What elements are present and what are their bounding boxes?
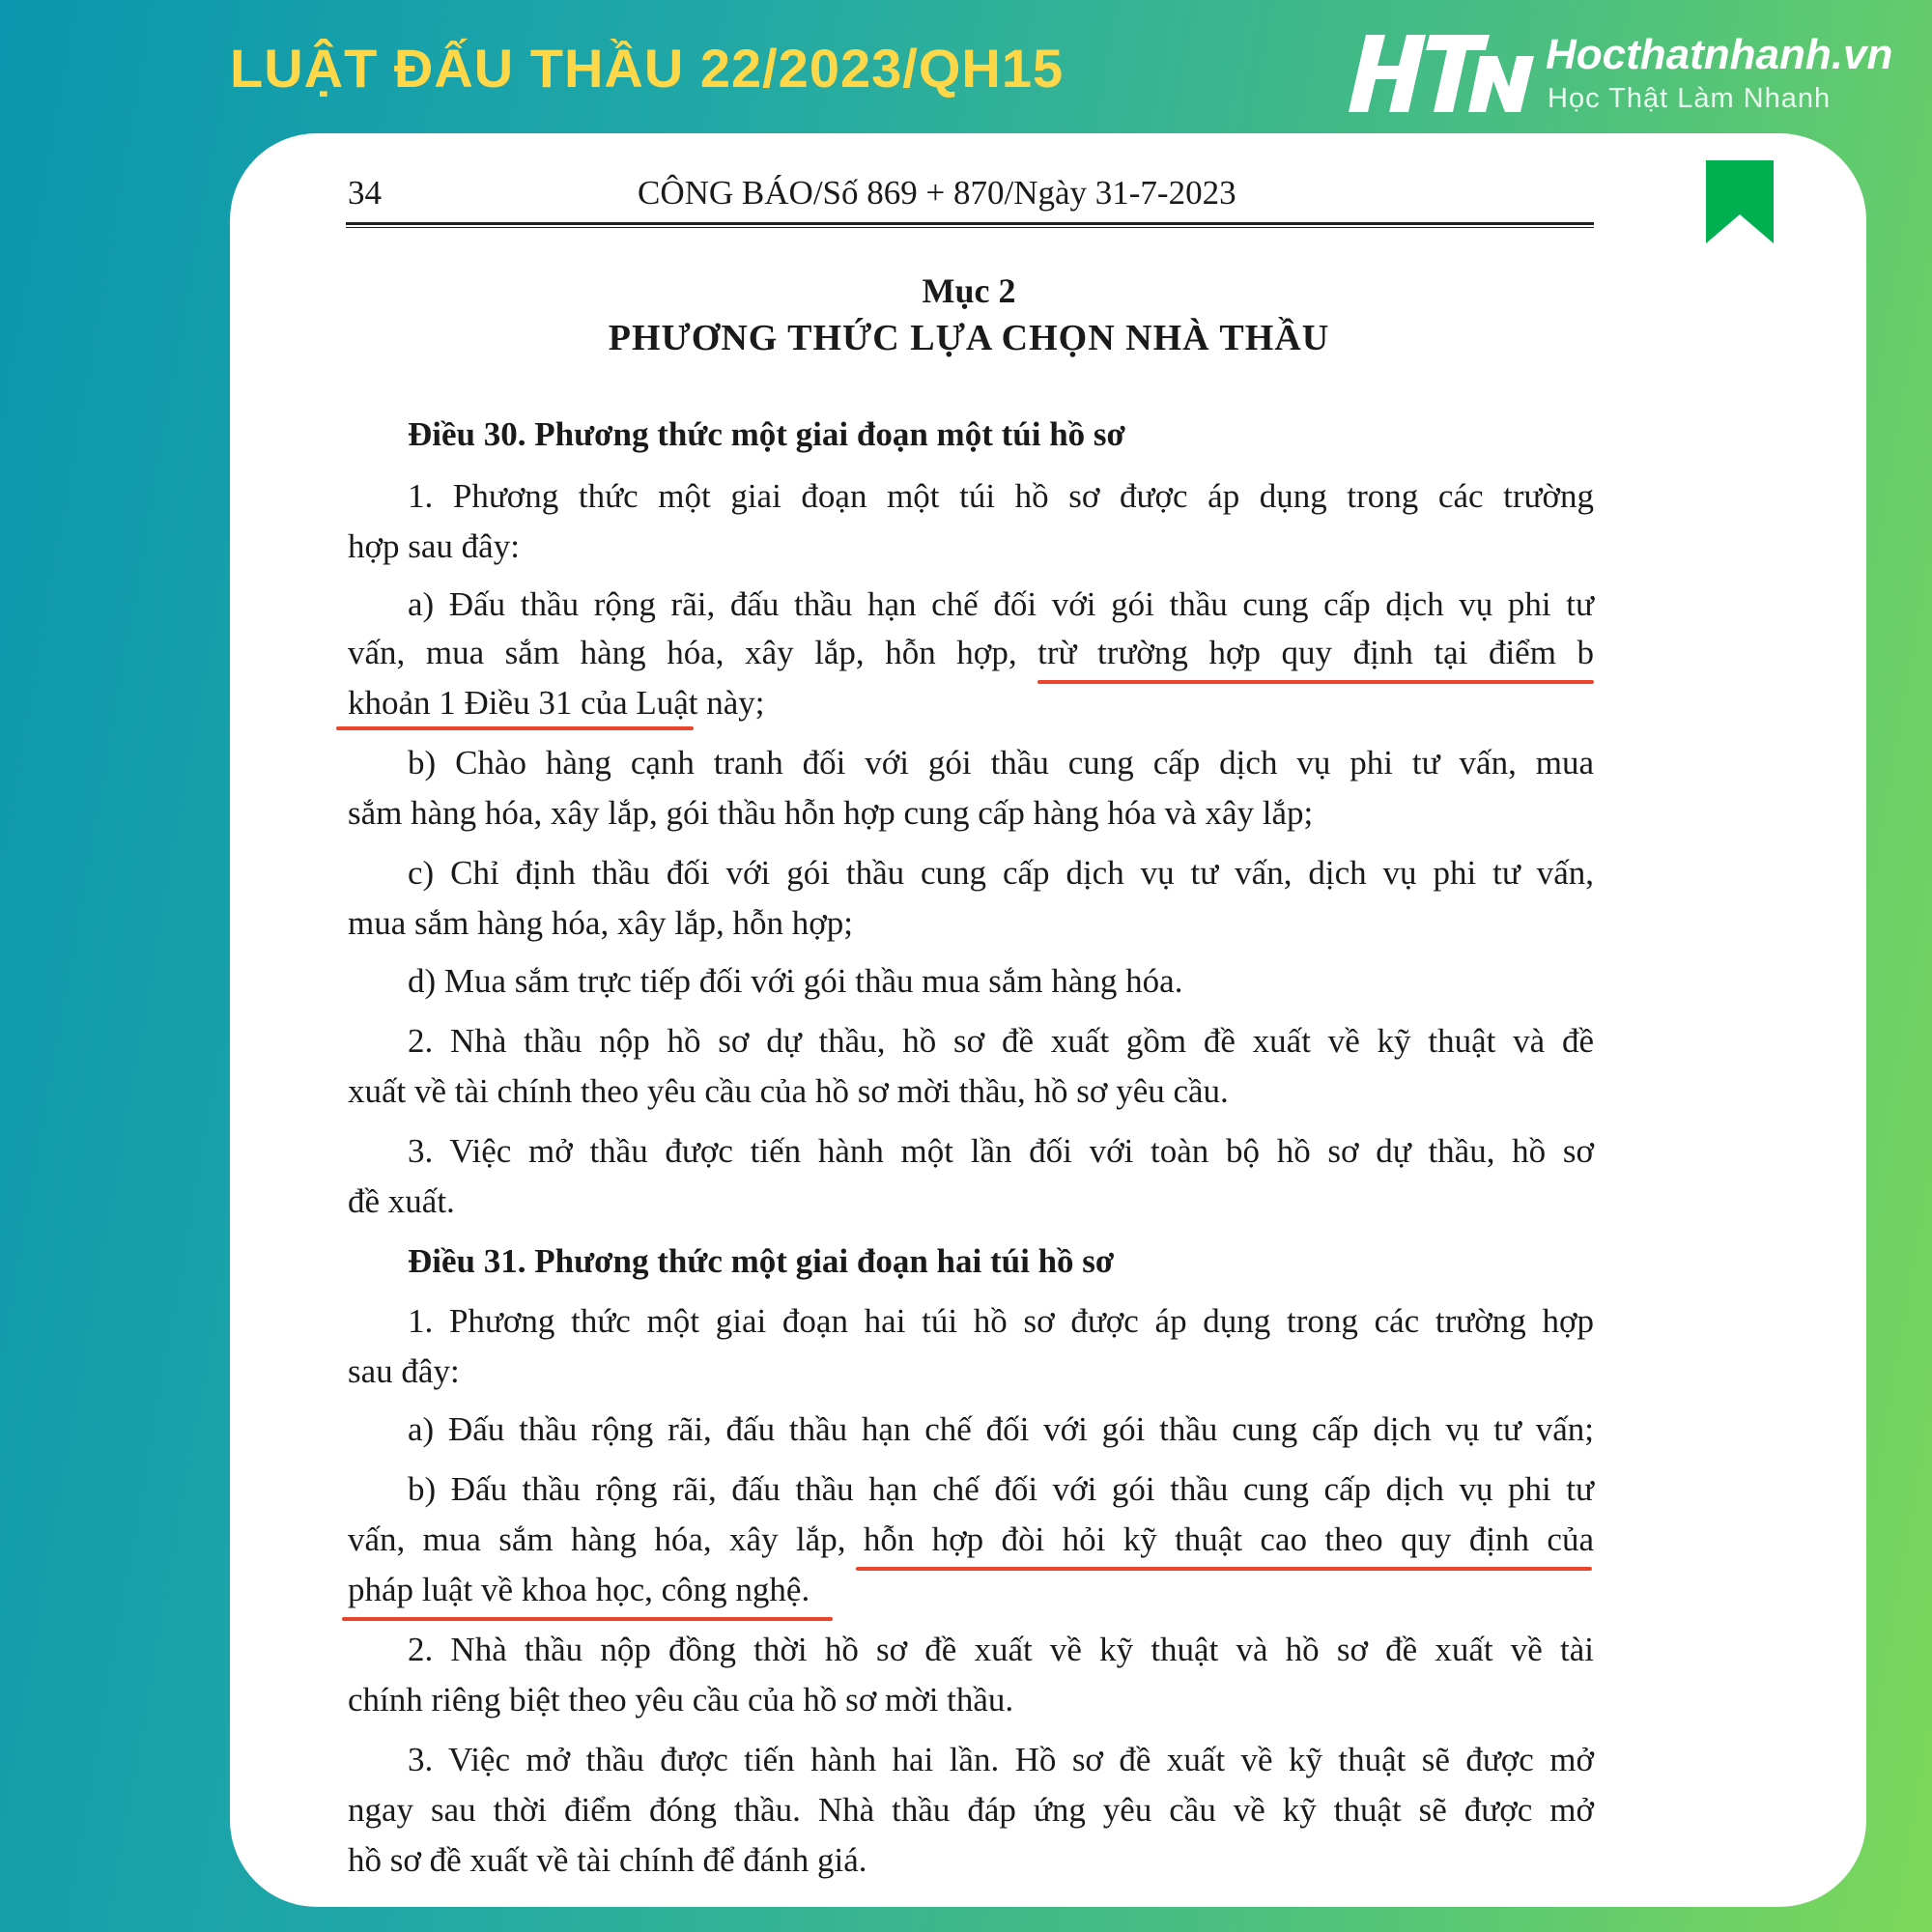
- highlight-underline: [336, 726, 694, 730]
- paragraph-line: a) Đấu thầu rộng rãi, đấu thầu hạn chế đối với gói thầu cung cấp dịch vụ phi tư: [408, 585, 1594, 623]
- paragraph-line: chính riêng biệt theo yêu cầu của hồ sơ mời thầu.: [348, 1681, 1014, 1719]
- paragraph-line: 1. Phương thức một giai đoạn hai túi hồ sơ được áp dụng trong các trường hợp: [408, 1302, 1594, 1340]
- highlight-underline: [856, 1567, 1592, 1571]
- paragraph-line: d) Mua sắm trực tiếp đối với gói thầu mua sắm hàng hóa.: [408, 962, 1183, 1000]
- banner-title: LUẬT ĐẤU THẦU 22/2023/QH15: [230, 38, 1065, 99]
- brand-logo[interactable]: [1345, 27, 1915, 124]
- paragraph-line: hồ sơ đề xuất về tài chính để đánh giá.: [348, 1841, 867, 1879]
- htn-logo-icon: [1345, 27, 1538, 120]
- paragraph-line: c) Chỉ định thầu đối với gói thầu cung cấp dịch vụ tư vấn, dịch vụ phi tư vấn,: [408, 854, 1594, 892]
- article-31-heading: Điều 31. Phương thức một giai đoạn hai túi hồ sơ: [408, 1242, 1115, 1280]
- document-card: [230, 133, 1866, 1907]
- paragraph-line: b) Chào hàng cạnh tranh đối với gói thầu cung cấp dịch vụ phi tư vấn, mua: [408, 744, 1594, 781]
- header-rule: [346, 222, 1594, 228]
- paragraph-line: sau đây:: [348, 1352, 460, 1390]
- paragraph-line: 3. Việc mở thầu được tiến hành một lần đối với toàn bộ hồ sơ dự thầu, hồ sơ: [408, 1132, 1594, 1170]
- paragraph-line: sắm hàng hóa, xây lắp, gói thầu hỗn hợp cung cấp hàng hóa và xây lắp;: [348, 794, 1314, 832]
- highlight-underline: [342, 1617, 833, 1621]
- gazette-header: [348, 174, 1594, 222]
- paragraph-line: vấn, mua sắm hàng hóa, xây lắp, hỗn hợp, trừ trường hợp quy định tại điểm b: [348, 634, 1594, 671]
- paragraph-line: hợp sau đây:: [348, 527, 520, 565]
- paragraph-line: 2. Nhà thầu nộp hồ sơ dự thầu, hồ sơ đề xuất gồm đề xuất về kỹ thuật và đề: [408, 1022, 1594, 1060]
- section-label: Mục 2: [922, 271, 1016, 310]
- section-title: PHƯƠNG THỨC LỰA CHỌN NHÀ THẦU: [608, 318, 1330, 358]
- logo-site-name: Hocthatnhanh.vn: [1546, 31, 1893, 78]
- paragraph-line: 2. Nhà thầu nộp đồng thời hồ sơ đề xuất về kỹ thuật và hồ sơ đề xuất về tài: [408, 1631, 1594, 1668]
- article-30-heading: Điều 30. Phương thức một giai đoạn một túi hồ sơ: [408, 415, 1125, 453]
- highlight-underline: [1037, 680, 1594, 684]
- paragraph-line: mua sắm hàng hóa, xây lắp, hỗn hợp;: [348, 904, 853, 942]
- paragraph-line: 1. Phương thức một giai đoạn một túi hồ sơ được áp dụng trong các trường: [408, 477, 1594, 515]
- page-number: 34: [348, 174, 382, 212]
- logo-slogan: Học Thật Làm Nhanh: [1548, 83, 1832, 114]
- gazette-title: CÔNG BÁO/Số 869 + 870/Ngày 31-7-2023: [638, 174, 1236, 212]
- paragraph-line: b) Đấu thầu rộng rãi, đấu thầu hạn chế đối với gói thầu cung cấp dịch vụ phi tư: [408, 1470, 1594, 1508]
- law-document-page: [230, 133, 1866, 1907]
- paragraph-line: khoản 1 Điều 31 của Luật này;: [348, 684, 765, 722]
- paragraph-line: đề xuất.: [348, 1182, 455, 1220]
- paragraph-line: pháp luật về khoa học, công nghệ.: [348, 1571, 810, 1608]
- paragraph-line: vấn, mua sắm hàng hóa, xây lắp, hỗn hợp đòi hỏi kỹ thuật cao theo quy định của: [348, 1520, 1594, 1558]
- paragraph-line: a) Đấu thầu rộng rãi, đấu thầu hạn chế đối với gói thầu cung cấp dịch vụ tư vấn;: [408, 1410, 1594, 1448]
- paragraph-line: 3. Việc mở thầu được tiến hành hai lần. Hồ sơ đề xuất về kỹ thuật sẽ được mở: [408, 1741, 1594, 1778]
- paragraph-line: ngay sau thời điểm đóng thầu. Nhà thầu đáp ứng yêu cầu về kỹ thuật sẽ được mở: [348, 1791, 1594, 1829]
- paragraph-line: xuất về tài chính theo yêu cầu của hồ sơ mời thầu, hồ sơ yêu cầu.: [348, 1072, 1229, 1110]
